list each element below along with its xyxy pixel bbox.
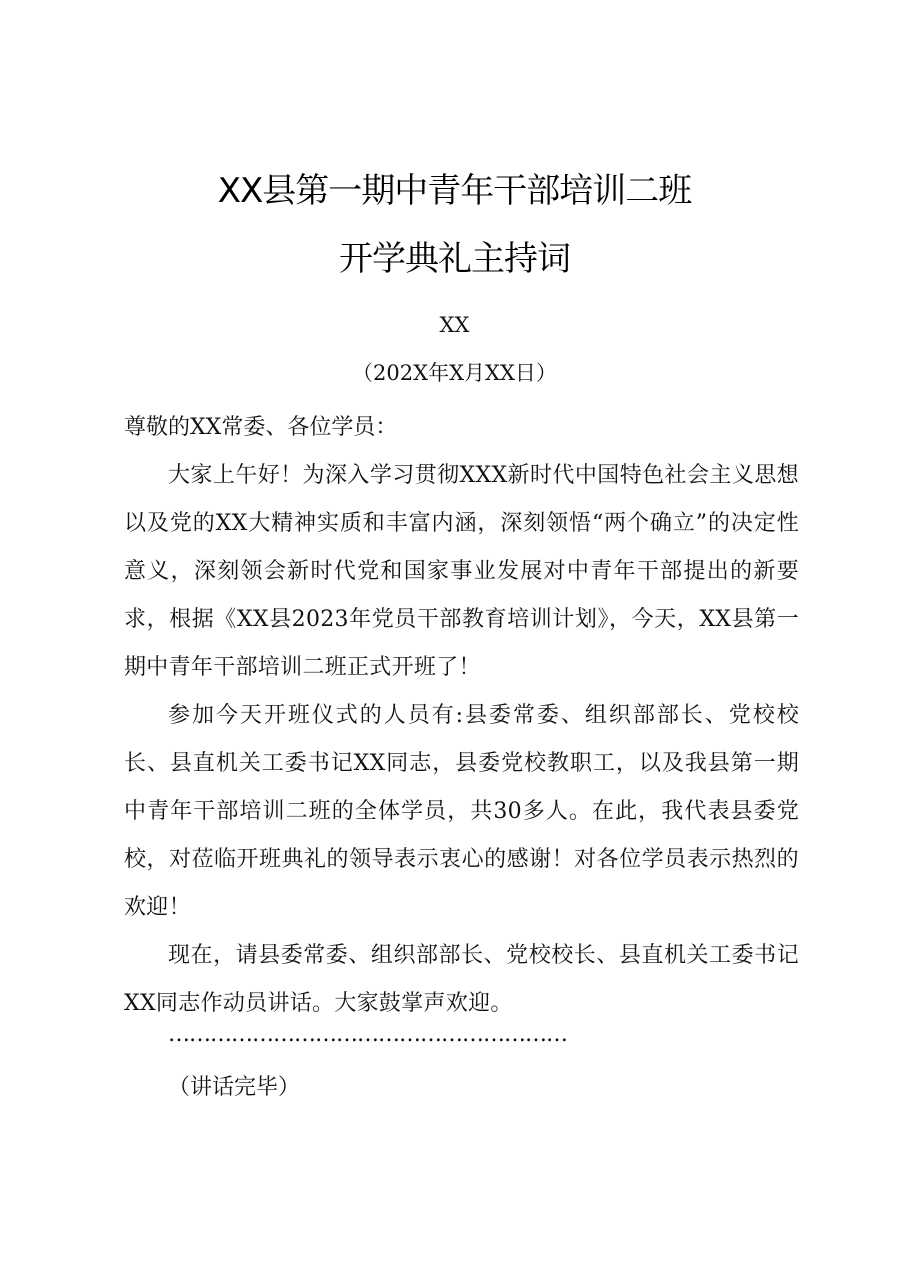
document-title-line2: 开学典礼主持词 [339, 239, 570, 279]
salutation: 尊敬的XX常委、各位学员： [124, 415, 398, 440]
document-date: （202X年X月XX日） [352, 361, 557, 385]
ellipsis-divider: ………………………………………………… [168, 1022, 567, 1047]
document-body [124, 404, 799, 1028]
paragraph-opening: 大家上午好！为深入学习贯彻XXX新时代中国特色社会主义思想以及党的XX大精神实质和丰富内涵，深刻领悟“两个确立”的决定性意义，深刻领会新时代党和国家事业发展对中青年干部提出的新要求，根据《XX县2023年党员干部教育培训计划》，今天，XX县第一期中青年干部培训二班正式开班了！ [124, 463, 799, 680]
speech-ending-note: （讲话完毕） [168, 1075, 301, 1100]
document-author: XX [439, 313, 470, 337]
document-title-line1: XX县第一期中青年干部培训二班 [217, 171, 692, 211]
paragraph-invitation: 现在，请县委常委、组织部部长、党校校长、县直机关工委书记XX同志作动员讲话。大家鼓掌声欢迎。 [124, 943, 799, 1016]
paragraph-attendees: 参加今天开班仪式的人员有:县委常委、组织部部长、党校校长、县直机关工委书记XX同志，县委党校教职工，以及我县第一期中青年干部培训二班的全体学员，共30多人。在此，我代表县委党校，对莅临开班典礼的领导表示衷心的感谢！对各位学员表示热烈的欢迎！ [124, 703, 799, 920]
